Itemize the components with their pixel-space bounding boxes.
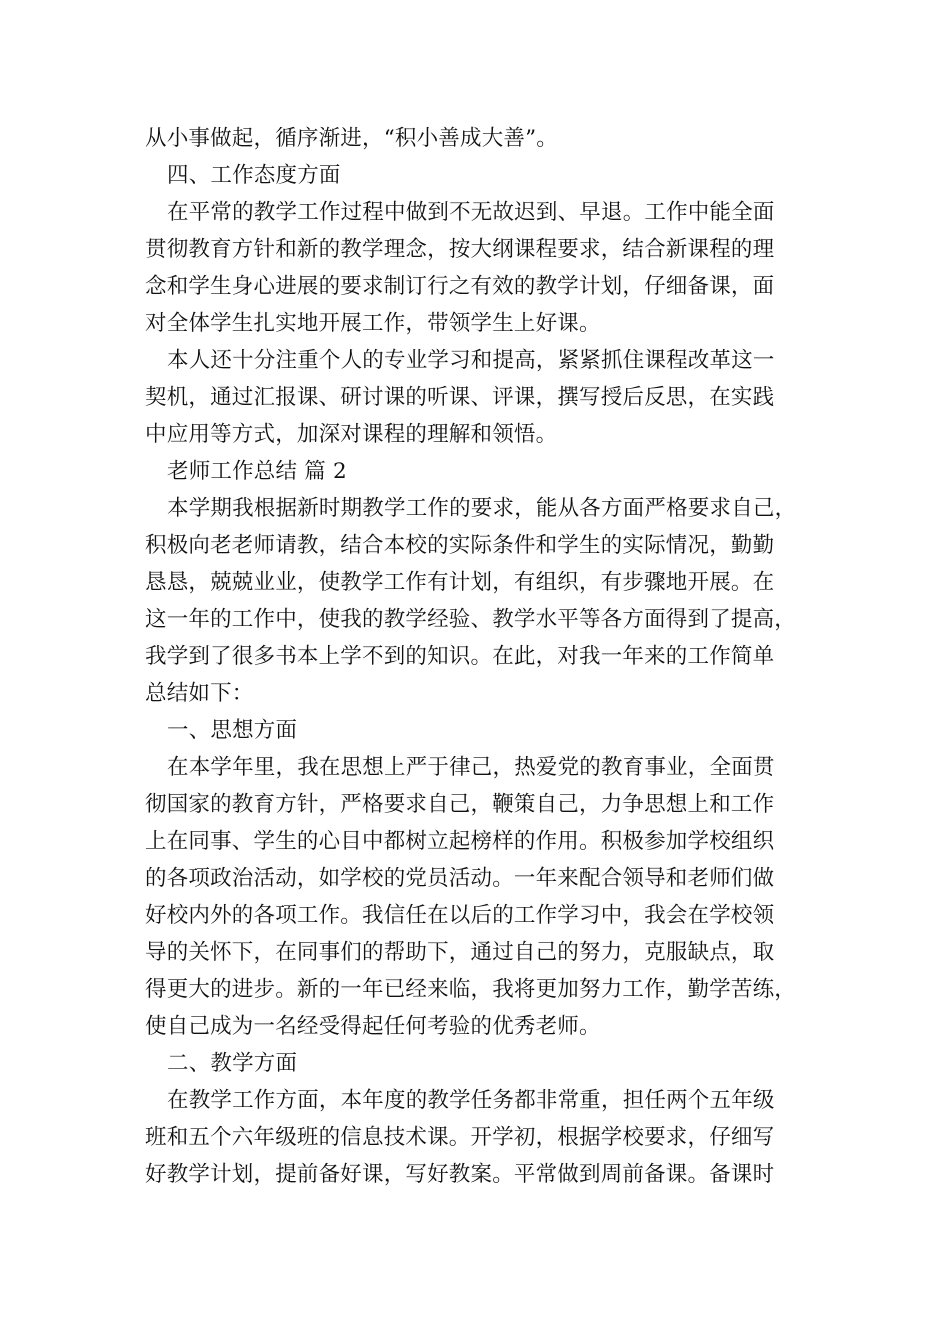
text-line: 老师工作总结 篇 2: [167, 459, 347, 484]
text-line: 四、工作态度方面: [167, 163, 341, 188]
text-line: 积极向老老师请教，结合本校的实际条件和学生的实际情况，勤勤: [145, 533, 775, 558]
text-line: 一、思想方面: [167, 718, 298, 743]
text-line: 上在同事、学生的心目中都树立起榜样的作用。积极参加学校组织: [145, 829, 775, 854]
text-line: 这一年的工作中，使我的教学经验、教学水平等各方面得到了提高，: [145, 607, 797, 632]
text-line: 在教学工作方面，本年度的教学任务都非常重，担任两个五年级: [167, 1088, 775, 1113]
text-line: 好教学计划，提前备好课，写好教案。平常做到周前备课。备课时: [145, 1162, 775, 1187]
text-line: 在平常的教学工作过程中做到不无故迟到、早退。工作中能全面: [167, 200, 775, 225]
text-line: 本学期我根据新时期教学工作的要求，能从各方面严格要求自己，: [167, 496, 797, 521]
text-line: 彻国家的教育方针，严格要求自己，鞭策自己，力争思想上和工作: [145, 792, 775, 817]
text-line: 使自己成为一名经受得起任何考验的优秀老师。: [145, 1014, 601, 1039]
text-line: 从小事做起，循序渐进，“积小善成大善”。: [145, 126, 558, 151]
text-line: 我学到了很多书本上学不到的知识。在此，对我一年来的工作简单: [145, 644, 775, 669]
text-line: 班和五个六年级班的信息技术课。开学初，根据学校要求，仔细写: [145, 1125, 775, 1150]
text-line: 在本学年里，我在思想上严于律己，热爱党的教育事业，全面贯: [167, 755, 775, 780]
text-line: 契机，通过汇报课、研讨课的听课、评课，撰写授后反思，在实践: [145, 385, 775, 410]
text-line: 的各项政治活动，如学校的党员活动。一年来配合领导和老师们做: [145, 866, 775, 891]
text-line: 本人还十分注重个人的专业学习和提高，紧紧抓住课程改革这一: [167, 348, 775, 373]
document-body: [145, 120, 825, 1193]
text-line: 恳恳，兢兢业业，使教学工作有计划，有组织，有步骤地开展。在: [145, 570, 775, 595]
text-line: 好校内外的各项工作。我信任在以后的工作学习中，我会在学校领: [145, 903, 775, 928]
text-line: 导的关怀下，在同事们的帮助下，通过自己的努力，克服缺点，取: [145, 940, 775, 965]
text-line: 中应用等方式，加深对课程的理解和领悟。: [145, 422, 558, 447]
text-line: 贯彻教育方针和新的教学理念，按大纲课程要求，结合新课程的理: [145, 237, 775, 262]
text-line: 二、教学方面: [167, 1051, 298, 1076]
text-line: 得更大的进步。新的一年已经来临，我将更加努力工作，勤学苦练，: [145, 977, 797, 1002]
text-line: 总结如下：: [145, 681, 254, 706]
text-line: 念和学生身心进展的要求制订行之有效的教学计划，仔细备课，面: [145, 274, 775, 299]
text-line: 对全体学生扎实地开展工作，带领学生上好课。: [145, 311, 601, 336]
